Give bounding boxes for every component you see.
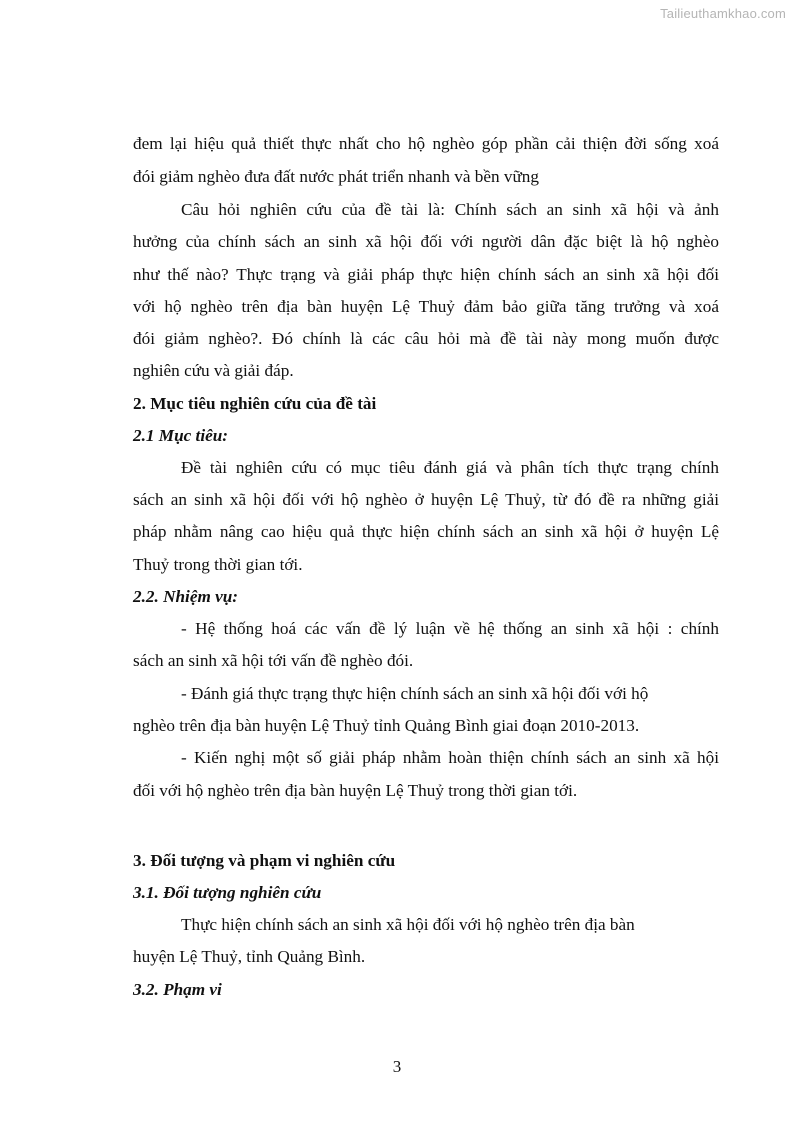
bullet-line: - Hệ thống hoá các vấn đề lý luận về hệ thống an sinh xã hội : chính	[181, 619, 719, 638]
body-line: Đề tài nghiên cứu có mục tiêu đánh giá và phân tích thực trạng chính	[181, 458, 719, 477]
bullet-line: - Đánh giá thực trạng thực hiện chính sách an sinh xã hội đối với hộ	[181, 684, 649, 703]
body-line: như thế nào? Thực trạng và giải pháp thực hiện chính sách an sinh xã hội đối	[133, 265, 719, 284]
body-line: đói giảm nghèo đưa đất nước phát triển nhanh và bền vững	[133, 167, 539, 186]
body-line: Thực hiện chính sách an sinh xã hội đối với hộ nghèo trên địa bàn	[181, 915, 635, 934]
body-line: đối với hộ nghèo trên địa bàn huyện Lệ Thuỷ trong thời gian tới.	[133, 781, 578, 800]
subsection-heading: 2.1 Mục tiêu:	[133, 426, 229, 445]
body-line: sách an sinh xã hội đối với hộ nghèo ở huyện Lệ Thuỷ, từ đó đề ra những giải	[133, 490, 719, 509]
body-line: Thuỷ trong thời gian tới.	[133, 555, 303, 574]
watermark: Tailieuthamkhao.com	[660, 6, 786, 21]
body-line: với hộ nghèo trên địa bàn huyện Lệ Thuỷ đảm bảo giữa tăng trưởng và xoá	[133, 297, 719, 316]
section-heading: 3. Đối tượng và phạm vi nghiên cứu	[133, 851, 396, 870]
body-line: nghiên cứu và giải đáp.	[133, 361, 294, 380]
body-line: đói giảm nghèo?. Đó chính là các câu hỏi mà đề tài này mong muốn được	[133, 329, 719, 348]
body-line: hưởng của chính sách an sinh xã hội đối với người dân đặc biệt là hộ nghèo	[133, 232, 719, 251]
section-heading: 2. Mục tiêu nghiên cứu của đề tài	[133, 394, 377, 413]
subsection-heading: 3.2. Phạm vi	[133, 980, 222, 999]
body-line: pháp nhằm nâng cao hiệu quả thực hiện chính sách an sinh xã hội ở huyện Lệ	[133, 522, 719, 541]
body-line: Câu hỏi nghiên cứu của đề tài là: Chính sách an sinh xã hội và ảnh	[181, 200, 719, 219]
body-line: nghèo trên địa bàn huyện Lệ Thuỷ tỉnh Quảng Bình giai đoạn 2010-2013.	[133, 716, 640, 735]
subsection-heading: 2.2. Nhiệm vụ:	[133, 587, 239, 606]
body-line: sách an sinh xã hội tới vấn đề nghèo đói.	[133, 651, 414, 670]
bullet-line: - Kiến nghị một số giải pháp nhằm hoàn thiện chính sách an sinh xã hội	[181, 748, 719, 767]
body-line: huyện Lệ Thuỷ, tỉnh Quảng Bình.	[133, 947, 366, 966]
page-number: 3	[392, 1057, 402, 1076]
body-line: đem lại hiệu quả thiết thực nhất cho hộ nghèo góp phần cải thiện đời sống xoá	[133, 134, 719, 153]
subsection-heading: 3.1. Đối tượng nghiên cứu	[133, 883, 322, 902]
